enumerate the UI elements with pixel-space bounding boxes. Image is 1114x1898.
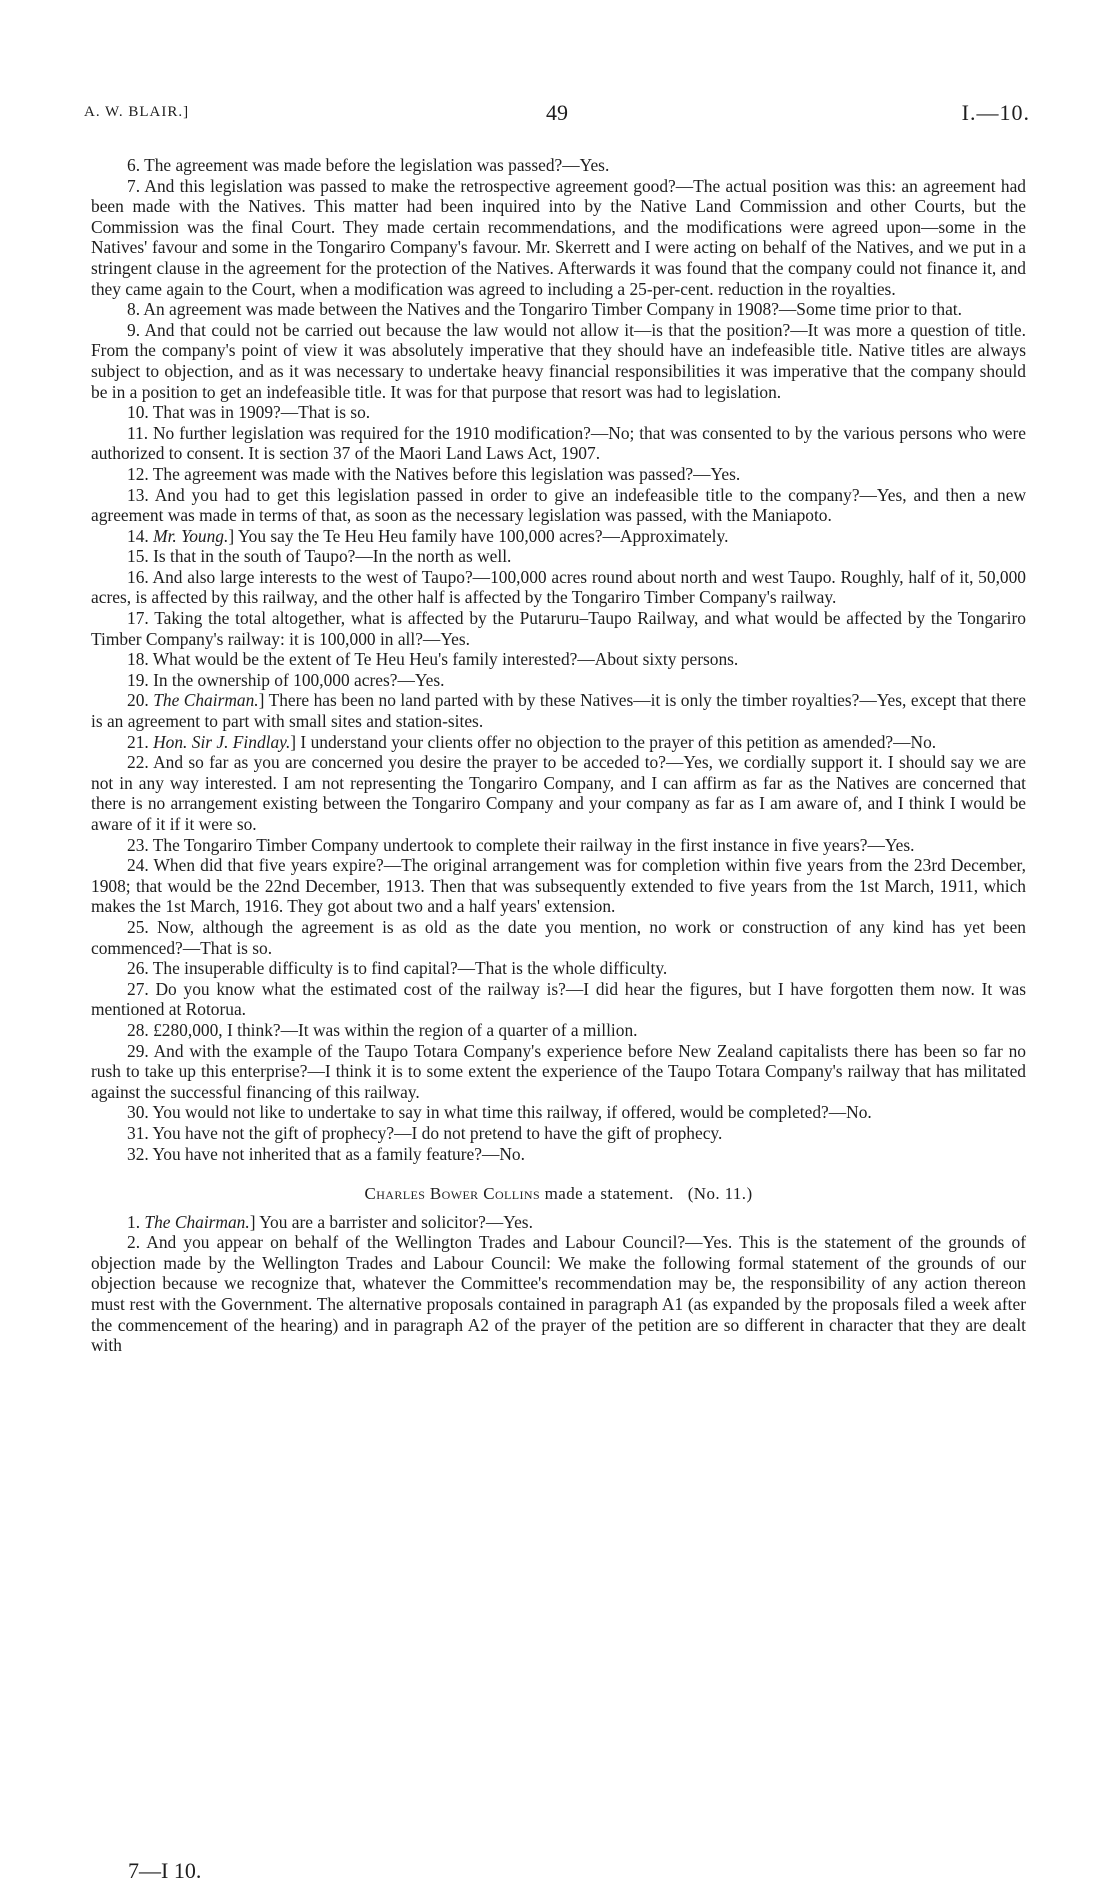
paragraph: 18. What would be the extent of Te Heu Heu's family interested?—About sixty persons. — [127, 649, 739, 670]
statement-number: (No. 11.) — [687, 1184, 753, 1204]
question-number: 14. — [127, 525, 149, 546]
speaker-name: Hon. Sir J. Findlay. — [153, 731, 291, 752]
paragraph-question-14 — [91, 526, 1026, 547]
paragraph: 31. You have not the gift of prophecy?—I do not pretend to have the gift of prophecy. — [127, 1122, 723, 1143]
header-witness: A. W. BLAIR.] — [84, 104, 190, 120]
question-text: ] You say the Te Heu Heu family have 100,000 acres?—Approximately. — [228, 525, 729, 546]
question-number: 21. — [127, 731, 149, 752]
paragraph: 15. Is that in the south of Taupo?—In the north as well. — [127, 546, 512, 567]
paragraph: 10. That was in 1909?—That is so. — [127, 402, 371, 423]
paragraph: 25. Now, although the agreement is as old as the date you mention, no work or construction of any kind has yet been commenced?—That is so. — [91, 916, 1026, 958]
heading-text: made a statement. — [540, 1184, 674, 1204]
question-text: ] I understand your clients offer no objection to the prayer of this petition as amended?—No. — [290, 731, 937, 752]
paragraph: 28. £280,000, I think?—It was within the region of a quarter of a million. — [127, 1019, 638, 1040]
witness-name: Charles Bower Collins — [364, 1184, 541, 1204]
paragraph-question-20 — [91, 690, 1026, 731]
question-number: 20. — [127, 690, 149, 711]
paragraph: 9. And that could not be carried out because the law would not allow it—is that the position?—It was more a question of title. From the company's point of view it was absolutely imperative that they should have an indefeasible title. Native titles are always subject to objection, and as it was necessary to undertake heavy financial responsibilities it was imperative that the company should be in a position to get an indefeasible title. It was for that purpose that resort was had to legislation. — [91, 319, 1026, 402]
paragraph: 30. You would not like to undertake to say in what time this railway, if offered, would be completed?—No. — [127, 1102, 872, 1123]
paragraph: 23. The Tongariro Timber Company undertook to complete their railway in the first instance in five years?—Yes. — [127, 834, 915, 855]
page-header — [84, 100, 1030, 134]
paragraph: 12. The agreement was made with the Natives before this legislation was passed?—Yes. — [127, 463, 741, 484]
paragraph-question-c1 — [91, 1212, 1026, 1233]
paragraph: 17. Taking the total altogether, what is affected by the Putaruru–Taupo Railway, and what would be affected by the Tongariro Timber Company's railway: it is 100,000 in all?—Yes. — [91, 608, 1026, 649]
page-footer: 7—I 10. — [128, 1858, 202, 1883]
paragraph: 6. The agreement was made before the legislation was passed?—Yes. — [127, 155, 610, 175]
paragraph: 24. When did that five years expire?—The original arrangement was for completion within five years from the 23rd December, 1908; that would be the 22nd December, 1913. Then that was subsequently extended to five years from the 1st March, 1911, which makes the 1st March, 1916. They got about two and a half years' extension. — [91, 855, 1026, 917]
question-text: ] You are a barrister and solicitor?—Yes. — [249, 1211, 533, 1232]
page-body — [91, 155, 1026, 1356]
page-number: 49 — [546, 100, 568, 125]
paragraph: 22. And so far as you are concerned you desire the prayer to be acceded to?—Yes, we cordially support it. I should say we are not in any way interested. I am not representing the Tongariro Company, and I can affirm as far as the Natives are concerned that there is no arrangement existing between the Tongariro Company and your company as far as I am aware of, and I think I would be aware of it if it were so. — [91, 752, 1026, 834]
paragraph: 8. An agreement was made between the Natives and the Tongariro Timber Company in 1908?—Some time prior to that. — [127, 299, 962, 320]
question-number: 1. — [127, 1211, 141, 1232]
speaker-name: The Chairman. — [153, 690, 259, 711]
statement-heading — [91, 1184, 1026, 1205]
speaker-name: The Chairman. — [144, 1211, 250, 1232]
paragraph: 7. And this legislation was passed to make the retrospective agreement good?—The actual position was this: an agreement had been made with the Natives. This matter had been inquired into by the Native Land Commission and other Courts, but the Commission was the final Court. They made certain recommendations, and the modifications were agreed upon—some in the Natives' favour and some in the Tongariro Company's favour. Mr. Skerrett and I were acting on behalf of the Natives, and we put in a stringent clause in the agreement for the protection of the Natives. Afterwards it was found that the company could not finance it, and they came again to the Court, when a modification was agreed to including a 25-per-cent. reduction in the royalties. — [91, 175, 1026, 299]
paragraph: 26. The insuperable difficulty is to find capital?—That is the whole difficulty. — [127, 958, 668, 979]
paragraph: 2. And you appear on behalf of the Wellington Trades and Labour Council?—Yes. This is the statement of the grounds of objection made by the Wellington Trades and Labour Council: We make the following formal statement of the grounds of our objection because we recognize that, whatever the Committee's recommendation may be, the responsibility of any action thereon must rest with the Government. The alternative proposals contained in paragraph A1 (as expanded by the proposals filed a week after the commencement of the hearing) and in paragraph A2 of the prayer of the petition are so different in character that they are dealt with — [91, 1232, 1026, 1356]
paragraph: 19. In the ownership of 100,000 acres?—Yes. — [127, 669, 445, 690]
paragraph: 16. And also large interests to the west of Taupo?—100,000 acres round about north and west Taupo. Roughly, half of it, 50,000 acres, is affected by this railway, and the other half is affected by the Tongariro Timber Company's railway. — [91, 566, 1026, 608]
paragraph: 29. And with the example of the Taupo Totara Company's experience before New Zealand capitalists there has been so far no rush to take up this enterprise?—I think it is to some extent the experience of the Taupo Totara Company's railway that has militated against the successful financing of this railway. — [91, 1040, 1026, 1102]
paragraph: 13. And you had to get this legislation passed in order to give an indefeasible title to the company?—Yes, and then a new agreement was made in terms of that, as soon as the necessary legislation was passed, with the Maniapoto. — [91, 484, 1026, 526]
question-text: ] There has been no land parted with by these Natives—it is only the timber royalties?—Yes, except that there is an agreement to part with small sites and station-sites. — [91, 690, 1026, 732]
paragraph: 32. You have not inherited that as a family feature?—No. — [127, 1143, 525, 1164]
document-reference: I.—10. — [961, 100, 1030, 125]
speaker-name: Mr. Young. — [153, 525, 229, 546]
paragraph: 27. Do you know what the estimated cost of the railway is?—I did hear the figures, but I have forgotten them now. It was mentioned at Rotorua. — [91, 978, 1026, 1020]
paragraph-question-21 — [91, 732, 1026, 753]
paragraph: 11. No further legislation was required for the 1910 modification?—No; that was consented to by the various persons who were authorized to consent. It is section 37 of the Maori Land Laws Act, 1907. — [91, 422, 1026, 464]
